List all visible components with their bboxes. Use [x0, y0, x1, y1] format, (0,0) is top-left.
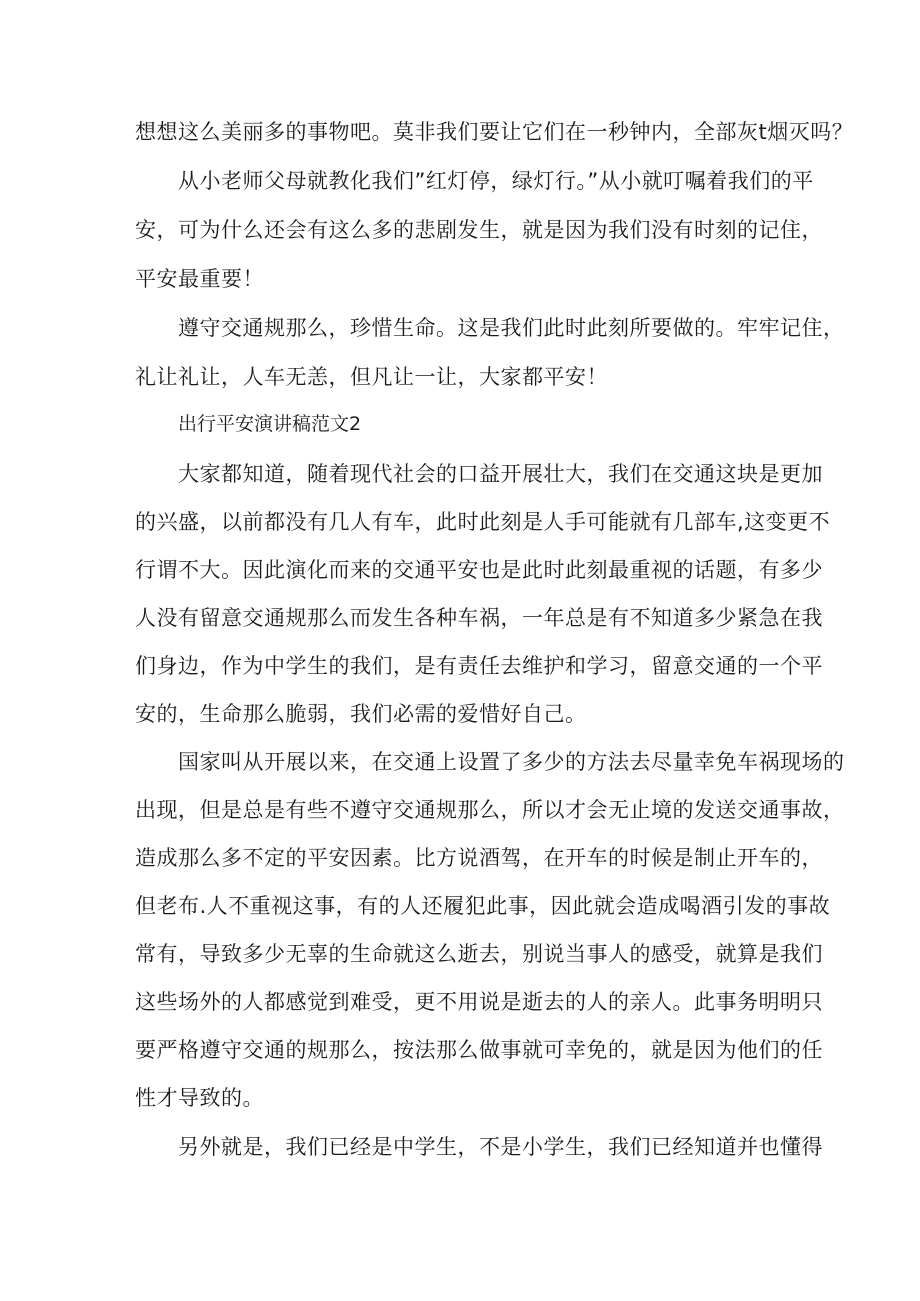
- text-line: 遵守交通规那么，珍惜生命。这是我们此时此刻所要做的。牢牢记住，: [178, 316, 845, 340]
- text-line: 人没有留意交通规那么而发生各种车祸，一年总是有不知道多少紧急在我: [135, 606, 823, 630]
- text-line: 们身边，作为中学生的我们，是有责任去维护和学习，留意交通的一个平: [135, 654, 823, 678]
- text-line: 常有，导致多少无辜的生命就这么逝去，别说当事人的感受，就算是我们: [135, 942, 823, 966]
- text-line: 要严格遵守交通的规那么，按法那么做事就可幸免的，就是因为他们的任: [135, 1038, 823, 1062]
- text-line: 想想这么美丽多的事物吧。莫非我们要让它们在一秒钟内，全部灰t烟灭吗？: [135, 120, 854, 144]
- text-line: 礼让礼让，人车无恙，但凡让一让，大家都平安！: [135, 365, 608, 389]
- section-heading: 出行平安演讲稿范文2: [178, 413, 362, 435]
- text-line: 出现，但是总是有些不遵守交通规那么，所以才会无止境的发送交通事故，: [135, 798, 845, 822]
- text-line: 平安最重要！: [135, 267, 264, 291]
- text-line: 另外就是，我们已经是中学生，不是小学生，我们已经知道并也懂得: [178, 1135, 823, 1159]
- text-line: 性才导致的。: [135, 1086, 264, 1110]
- text-line: 大家都知道，随着现代社会的口益开展壮大，我们在交通这块是更加: [178, 462, 823, 486]
- text-line: 的兴盛，以前都没有几人有车，此时此刻是人手可能就有几部车,这变更不: [135, 510, 831, 534]
- text-line: 安的，生命那么脆弱，我们必需的爱惜好自己。: [135, 702, 587, 726]
- text-line: 这些场外的人都感觉到难受，更不用说是逝去的人的亲人。此事务明明只: [135, 990, 823, 1014]
- text-line: 行谓不大。因此演化而来的交通平安也是此时此刻最重视的话题，有多少: [135, 558, 823, 582]
- text-line: 安，可为什么还会有这么多的悲剧发生，就是因为我们没有时刻的记住，: [135, 218, 823, 242]
- text-line: 国家叫从开展以来，在交通上设置了多少的方法去尽量幸免车祸现场的: [178, 750, 845, 774]
- text-line: 从小老师父母就教化我们”红灯停，绿灯行。”从小就叮嘱着我们的平: [178, 169, 814, 193]
- text-line: 造成那么多不定的平安因素。比方说酒驾，在开车的时候是制止开车的，: [135, 846, 823, 870]
- text-line: 但老布.人不重视这事，有的人还履犯此事，因此就会造成喝酒引发的事故: [135, 894, 831, 918]
